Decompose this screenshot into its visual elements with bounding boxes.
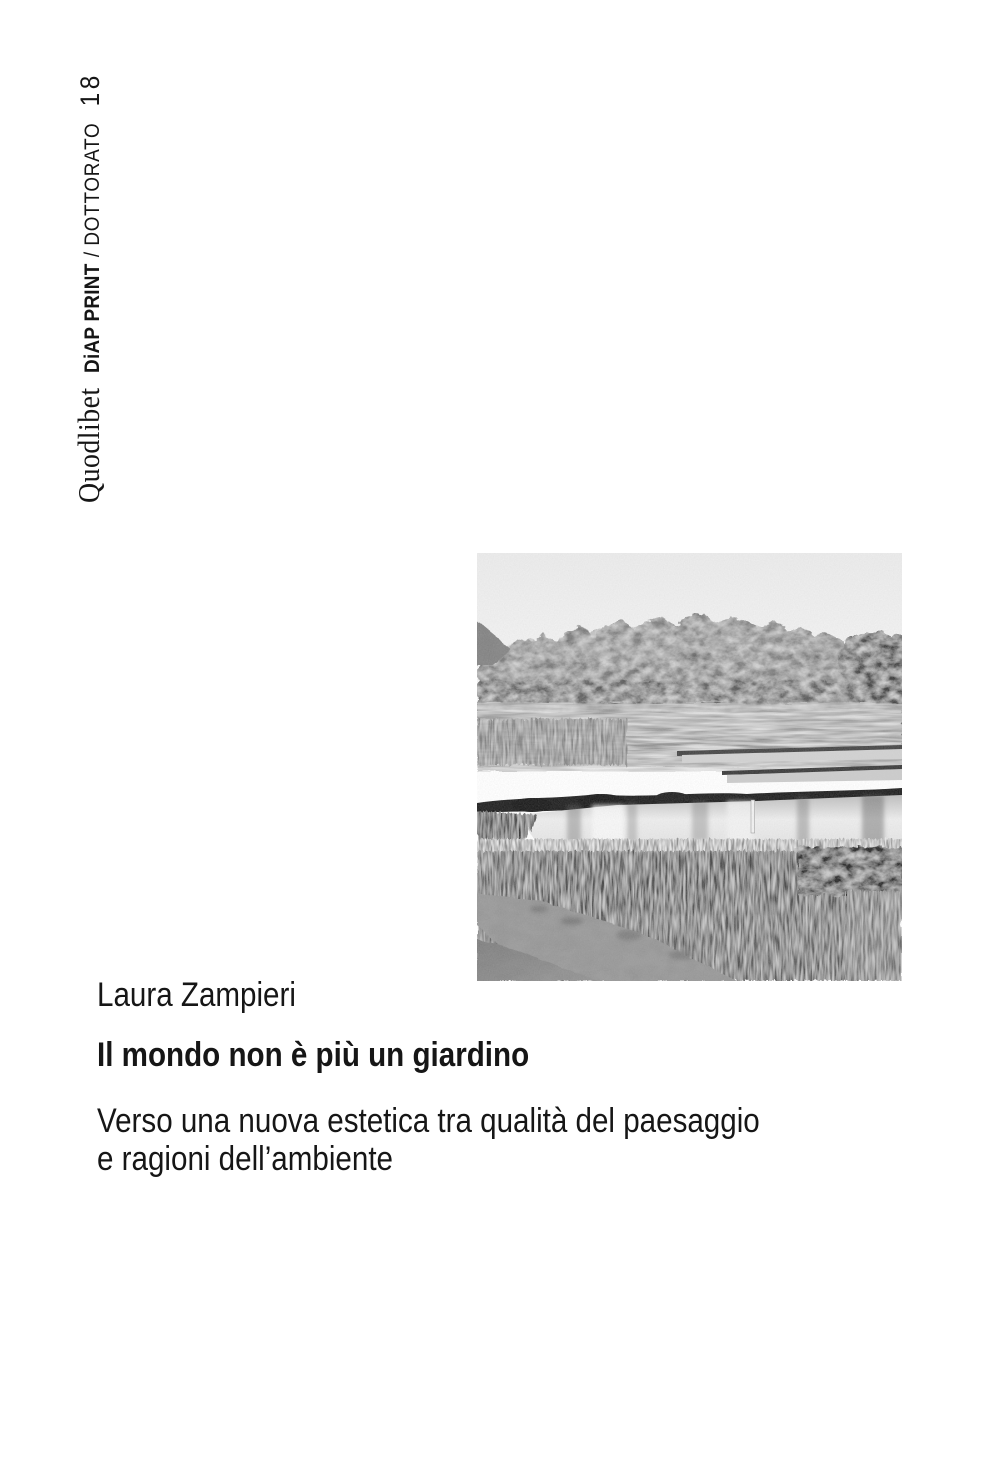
subtitle-line-2: e ragioni dell’ambiente [97, 1140, 393, 1178]
book-title: Il mondo non è più un giardino [97, 1036, 530, 1074]
series-separator: / [81, 251, 104, 258]
spine-text [71, 24, 107, 503]
spine-text-inner [71, 72, 107, 503]
author-name: Laura Zampieri [97, 976, 296, 1014]
series-title-bold: DiAP PRINT [81, 263, 104, 373]
landscape-photo-svg [477, 553, 902, 981]
series-number: 18 [75, 72, 105, 107]
publisher-name: Quodlibet [71, 387, 106, 503]
book-subtitle [97, 1102, 760, 1178]
subtitle-line-1: Verso una nuova estetica tra qualità del paesaggio [97, 1102, 760, 1140]
cover-photo [477, 553, 902, 981]
photo-film-grain [477, 553, 902, 981]
series-title: DOTTORATO [81, 122, 104, 246]
